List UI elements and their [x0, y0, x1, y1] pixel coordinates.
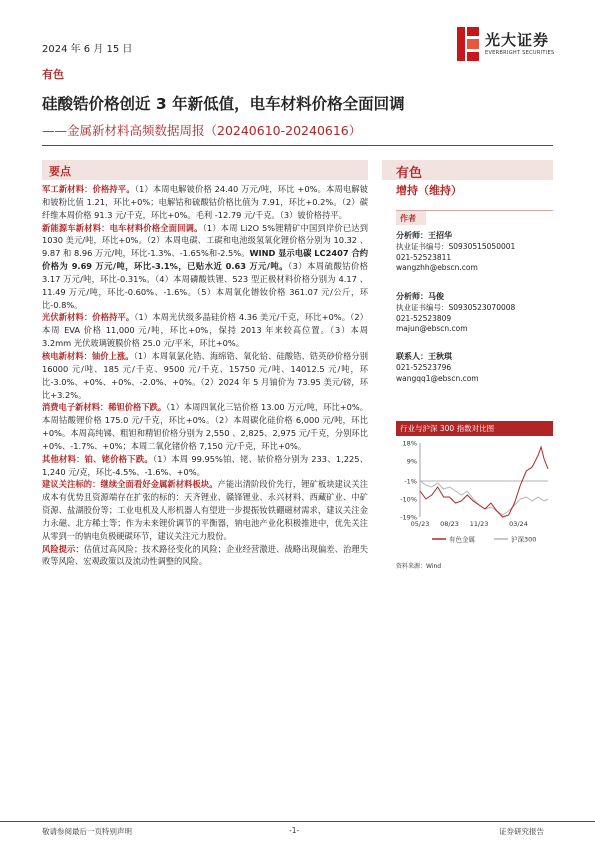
y-tick-label: -10%: [400, 495, 417, 504]
x-tick-label: 03/24: [509, 520, 528, 528]
paragraph-nuclear: 核电新材料：铀价上涨。（1）本周氧氯化锆、海绵锆、氧化铪、硅酸锆、锆英砂价格分别 16000 元/吨、185 元/千克、9500 元/千克、15750 元/吨、14012.5 元/吨，环比-3.0%、+0%、+0%、-2.0%、+0%。（2）2024 年 5 月铀价为 73.95 美元/磅，环比+3.2%。: [42, 350, 369, 400]
y-tick-label: 18%: [402, 439, 417, 448]
legend-label: 沪深300: [511, 535, 537, 544]
abstract-header: [42, 160, 368, 180]
abstract-heading: 要点: [49, 165, 71, 178]
y-tick-label: -1%: [404, 477, 417, 486]
logo-text: 光大证券: [485, 31, 550, 49]
y-tick-label: 9%: [406, 457, 417, 466]
chart-title-bar: [396, 421, 553, 436]
rating-sector: 有色: [396, 166, 423, 181]
chart-source: 资料来源：Wind: [396, 563, 442, 570]
x-tick-label: 08/23: [440, 520, 459, 528]
index-comparison-chart: [396, 437, 553, 555]
series-line: [420, 481, 548, 515]
x-tick-label: 05/23: [410, 520, 430, 528]
paragraph-ev: 新能源车新材料：电车材料价格全面回调。（1）本周 Li2O 5%锂精矿中国到岸价已达到 1030 美元/吨，环比+0%。（2）本周电碳、工碳和电池级氢氧化锂价格分别为 10.32 、9.87 和 8.96 万元/吨，环比-1.3%、-1.65%和-2.5%。WIND 显示电碳 LC2407 合约价格为 9.69 万元/吨，环比-3.1%，已贴水近 0.63 万元/吨。（3）本周硫酸钴价格 3.17 万元/吨，环比-0.31%。（4）本周磷酸铁锂、523 型正极材料价格分别为 4.17 、11.49 万元/吨，环比-0.60%、-1.6%。（5）本周氧化镨钕价格 361.07 元/公斤，环比-0.8%。: [42, 222, 369, 310]
divider: [42, 145, 553, 146]
report-date: 2024 年 6 月 15 日: [42, 44, 133, 55]
company-logo: [455, 27, 563, 67]
paragraph-pv: 光伏新材料：价格持平。（1）本周光伏级多晶硅价格 4.36 美元/千克，环比+0%。（2）本周 EVA 价格 11,000 元/吨，环比+0%，保持 2013 年来较高位置。（3）本周 3.2mm 光伏玻璃镀膜价格 25.0 元/平米，环比+0%。: [42, 312, 368, 349]
authors-tab: 作者: [396, 211, 426, 225]
report-subtitle: ——金属新材料高频数据周报（20240610-20240616）: [42, 123, 362, 138]
y-tick-label: -19%: [400, 513, 417, 522]
chart-title: 行业与沪深 300 指数对比图: [400, 424, 495, 433]
paragraph-risk: 风险提示：估值过高风险；技术路径变化的风险；企业经营激进、战略出现偏差、治理失败等风险、宏观政策以及流动性调整的风险。: [42, 543, 369, 567]
footer-disclaimer: 敬请参阅最后一页特别声明: [42, 827, 132, 836]
paragraph-recommend: 建议关注标的：继续全面看好金属新材料板块。产能出清阶段价先行，锂矿板块建议关注成本有优势且资源端存在扩张的标的：天齐锂业、赣锋锂业、永兴材料、西藏矿业、中矿资源、盐湖股份等；工业电机及人形机器人有望进一步提振钕铁硼磁材需求，建议关注金力永磁、北方稀土等；作为未来锂价调节的平衡器，钠电池产业化积极推进中，优先关注从零到一的钠电负极硬碳环节，建议关注元力股份。: [42, 479, 369, 541]
abstract-body: [42, 183, 368, 568]
sector-tag: 有色: [42, 68, 64, 81]
analyst-2: 分析师：马俊 执业证书编号：S0930523070008 021-52523809 majun@ebscn.com: [396, 292, 516, 334]
contact-1: 联系人：王秋琪 021-52523796 wangqq1@ebscn.com: [396, 352, 479, 383]
page-number: -1-: [289, 826, 300, 835]
paragraph-military: 军工新材料：价格持平。（1）本周电解铍价格 24.40 万元/吨，环比 +0%。本周电解铍和铍粉比值 1.21，环比+0%；电解钴和硫酸钴价格比值为 7.91，环比+0.2%。（2）碳纤维本周价格 91.3 元/千克，环比+0%。毛利 -12.79 元/千克。（3）铍价格持平。: [42, 184, 369, 220]
logo-mark-icon: [457, 27, 481, 61]
analyst-1: 分析师：王招华 执业证书编号：S0930515050001 021-52523811 wangzhh@ebscn.com: [396, 231, 516, 273]
paragraph-electronics: 消费电子新材料：稀钽价格下跌。（1）本周四氧化三钴价格 13.00 万元/吨，环比+0%。本周钴酸锂价格 175.0 元/千克，环比+0%。（2）本周碳化硅价格 6,000 元/吨，环比 +0%。本周高纯锑、粗钽和精钽价格分别为 2,550 、2,825、2,975 元/千克，分别环比+0%、-1.7%、+0%；本周二氧化锗价格 7,150 元/千克，环比+0%。: [42, 402, 368, 451]
footer-divider: [0, 821, 595, 822]
footer-report-type: 证券研究报告: [499, 827, 544, 836]
x-tick-label: 11/23: [469, 520, 489, 528]
paragraph-other: 其他材料：铂、铑价格下跌。（1）本周 99.95%铂、铑、铱价格分别为 233、1,225、1,240 元/克，环比-4.5%、-1.6%、+0%。: [42, 453, 368, 477]
series-line: [420, 447, 548, 517]
logo-subtext: EVERBRIGHT SECURITIES: [485, 50, 555, 56]
rating-value: 增持（维持）: [396, 184, 462, 197]
legend-label: 有色金属: [449, 535, 475, 544]
report-title: 硅酸锆价格创近 3 年新低值，电车材料价格全面回调: [42, 95, 405, 113]
